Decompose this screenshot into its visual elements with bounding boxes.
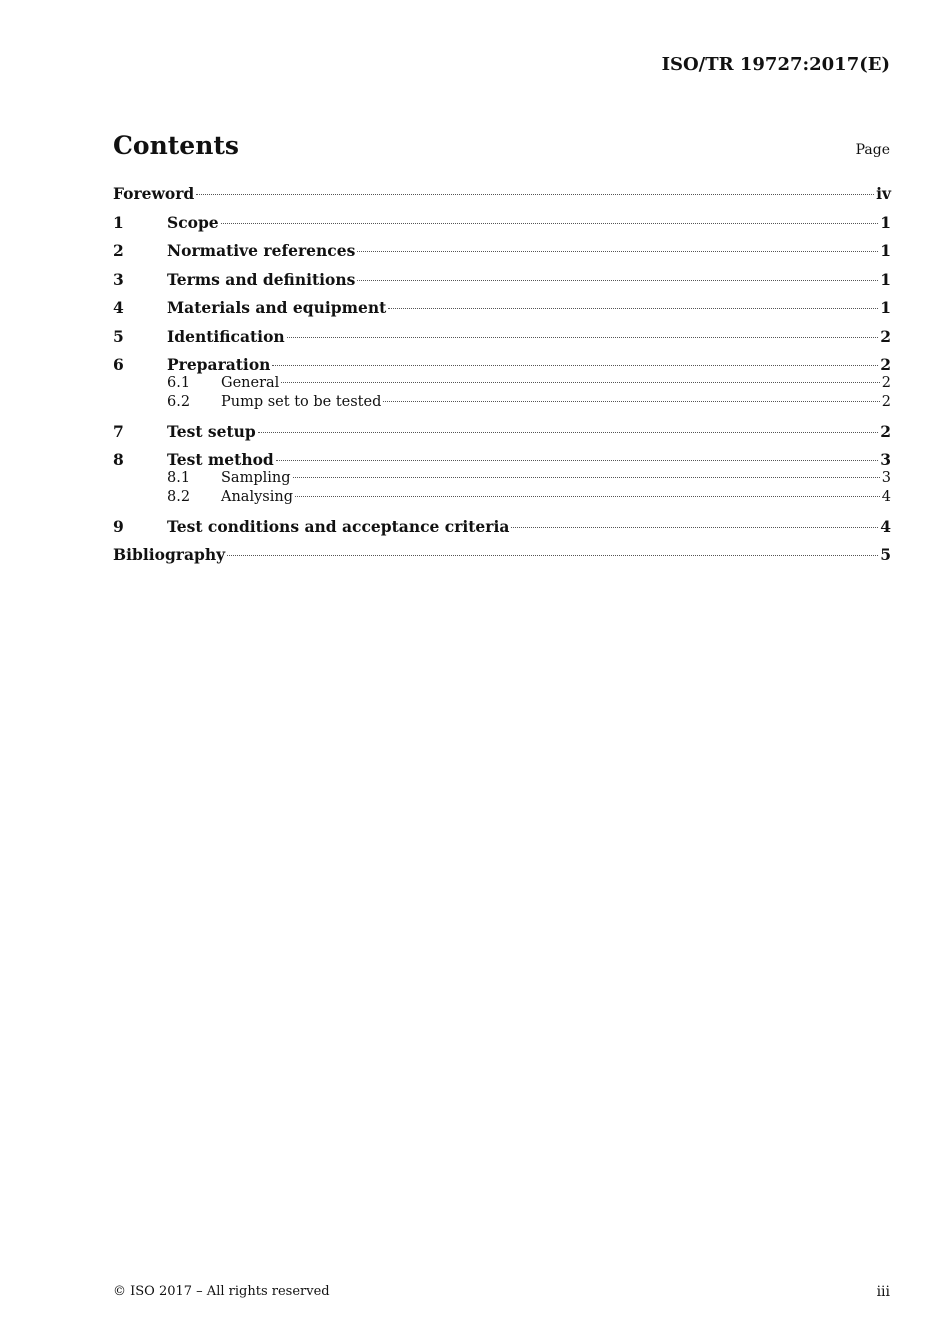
dot-leader <box>295 496 880 497</box>
toc-entry-title: Scope <box>167 212 219 232</box>
toc-entry-page: 1 <box>880 212 891 232</box>
document-id: ISO/TR 19727:2017(E) <box>661 54 890 75</box>
toc-entry-page: 1 <box>880 269 891 289</box>
dot-leader <box>281 382 879 383</box>
table-of-contents <box>113 184 891 574</box>
toc-subentry-sampling[interactable] <box>113 470 891 489</box>
dot-leader <box>258 432 878 433</box>
dot-leader <box>388 308 878 309</box>
toc-entry-number: 8.2 <box>167 488 191 505</box>
toc-entry-title: Terms and definitions <box>167 269 356 289</box>
toc-entry-title: Bibliography <box>113 545 226 564</box>
footer-page-number: iii <box>876 1284 890 1300</box>
toc-entry-identification[interactable] <box>113 327 891 346</box>
toc-entry-title: Analysing <box>221 488 293 505</box>
toc-entry-title: General <box>221 374 280 391</box>
toc-entry-number: 8.1 <box>167 469 191 486</box>
toc-entry-title: Sampling <box>221 469 291 486</box>
toc-entry-title: Test setup <box>167 421 256 441</box>
toc-entry-title: Preparation <box>167 355 271 374</box>
toc-entry-number: 6.1 <box>167 374 191 391</box>
toc-entry-number: 6 <box>113 355 124 374</box>
toc-entry-page: iv <box>876 184 891 203</box>
toc-entry-page: 2 <box>880 355 891 374</box>
dot-leader <box>357 280 878 281</box>
toc-entry-page: 3 <box>881 469 891 486</box>
toc-entry-page: 4 <box>880 516 891 536</box>
toc-entry-bibliography[interactable] <box>113 545 891 564</box>
page-column-label: Page <box>855 142 890 158</box>
dot-leader <box>357 251 878 252</box>
toc-entry-foreword[interactable] <box>113 184 891 203</box>
toc-entry-page: 2 <box>881 393 891 410</box>
toc-entry-terms-definitions[interactable] <box>113 270 891 289</box>
toc-entry-title: Pump set to be tested <box>221 393 382 410</box>
toc-subentry-pump-set[interactable] <box>113 394 891 413</box>
toc-entry-number: 8 <box>113 450 124 469</box>
toc-entry-scope[interactable] <box>113 213 891 232</box>
toc-entry-number: 4 <box>113 298 124 317</box>
toc-entry-normative-references[interactable] <box>113 241 891 260</box>
toc-entry-test-conditions[interactable] <box>113 517 891 536</box>
dot-leader <box>511 527 878 528</box>
toc-subentry-general[interactable] <box>113 375 891 394</box>
toc-entry-title: Normative references <box>167 241 356 260</box>
toc-entry-title: Materials and equipment <box>167 298 387 317</box>
dot-leader <box>221 223 879 224</box>
dot-leader <box>293 477 880 478</box>
dot-leader <box>383 401 879 402</box>
toc-entry-number: 3 <box>113 269 124 289</box>
dot-leader <box>227 555 878 556</box>
toc-entry-title: Test method <box>167 450 274 469</box>
footer-copyright: © ISO 2017 – All rights reserved <box>113 1284 330 1299</box>
toc-entry-test-setup[interactable] <box>113 422 891 441</box>
toc-entry-materials-equipment[interactable] <box>113 298 891 317</box>
toc-entry-number: 2 <box>113 241 124 260</box>
toc-entry-page: 1 <box>880 298 891 317</box>
toc-entry-title: Foreword <box>113 184 195 203</box>
toc-entry-title: Identification <box>167 326 285 346</box>
toc-entry-page: 2 <box>880 421 891 441</box>
toc-entry-number: 7 <box>113 421 124 441</box>
contents-title: Contents <box>113 131 240 160</box>
toc-entry-number: 9 <box>113 516 124 536</box>
dot-leader <box>276 460 878 461</box>
toc-entry-page: 4 <box>881 488 891 505</box>
toc-entry-page: 2 <box>881 374 891 391</box>
toc-entry-number: 1 <box>113 212 124 232</box>
toc-subentry-analysing[interactable] <box>113 489 891 508</box>
toc-entry-page: 1 <box>880 241 891 260</box>
toc-entry-title: Test conditions and acceptance criteria <box>167 516 510 536</box>
dot-leader <box>196 194 874 195</box>
dot-leader <box>287 337 879 338</box>
dot-leader <box>272 365 878 366</box>
toc-entry-preparation[interactable] <box>113 355 891 374</box>
toc-entry-page: 5 <box>880 545 891 564</box>
toc-entry-page: 2 <box>880 326 891 346</box>
toc-entry-number: 5 <box>113 326 124 346</box>
toc-entry-number: 6.2 <box>167 393 191 410</box>
toc-entry-test-method[interactable] <box>113 450 891 469</box>
toc-entry-page: 3 <box>880 450 891 469</box>
